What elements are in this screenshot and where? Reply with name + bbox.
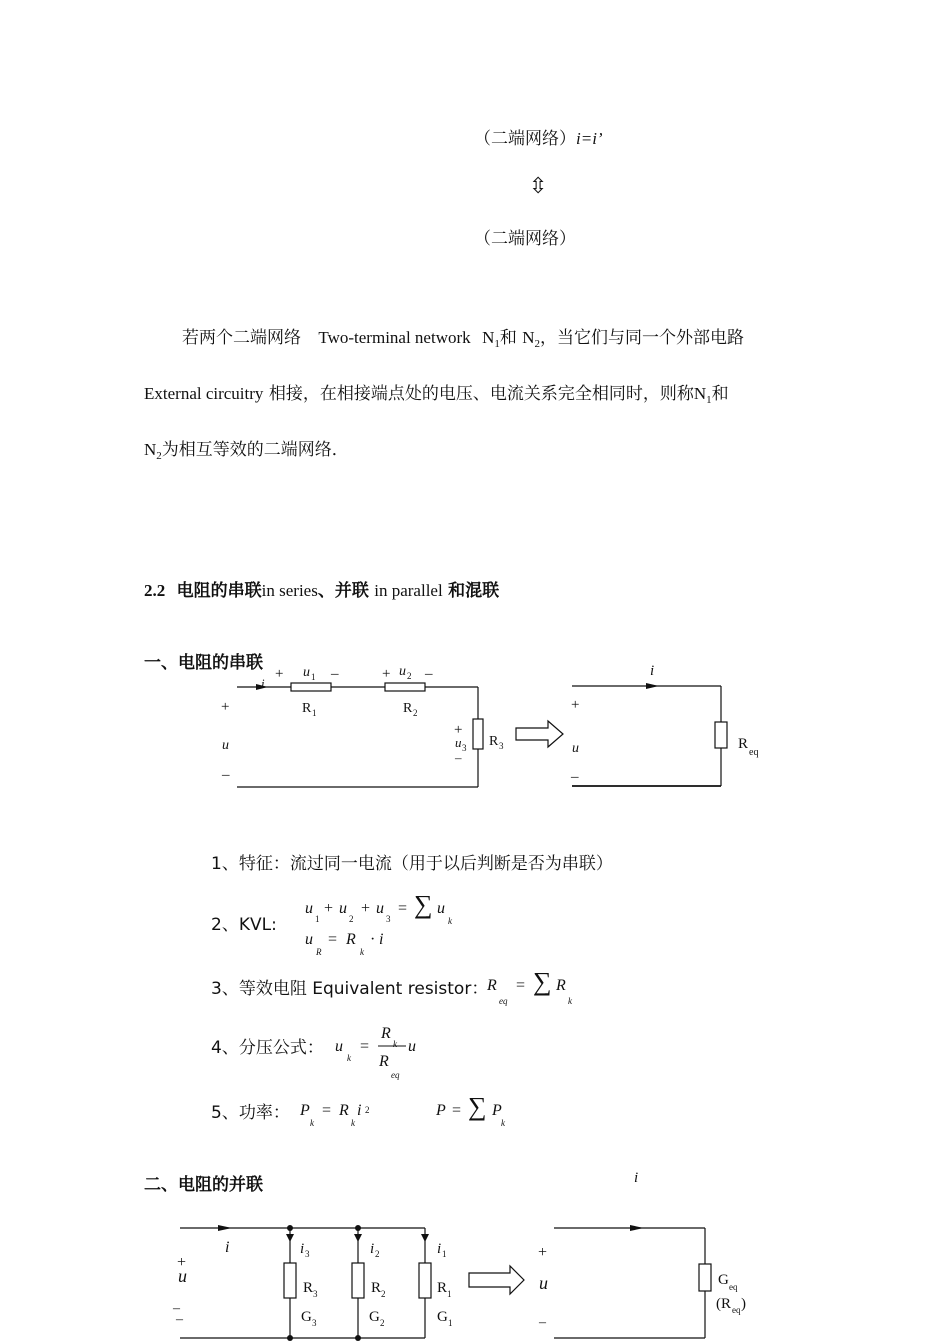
p-eq-plus: + <box>538 1244 548 1261</box>
u2-label: u <box>399 664 406 679</box>
power-formula <box>295 1088 525 1138</box>
u1-sub: 1 <box>311 672 316 682</box>
resistor-r3 <box>473 719 483 749</box>
parallel-heading: 二、电阻的并联 <box>144 1175 263 1195</box>
double-arrow-icon: ⇳ <box>529 174 548 199</box>
vd-den-r: R <box>379 1053 389 1070</box>
p-r3-label: R <box>303 1280 314 1296</box>
i1-label: i <box>437 1241 442 1257</box>
i2-sub: 2 <box>375 1249 380 1259</box>
p-minus-1: – <box>173 1301 180 1316</box>
r1-label: R <box>302 701 312 716</box>
pw-pk-2: P <box>492 1102 502 1119</box>
r2-sub: 2 <box>413 708 418 718</box>
vd-u: u <box>408 1038 416 1055</box>
pw-pk: P <box>300 1102 310 1119</box>
current-label: i <box>261 676 265 691</box>
series-circuit-diagram <box>0 655 950 800</box>
pw-rk: R <box>339 1102 349 1119</box>
series-item-3: 3、等效电阻 Equivalent resistor： <box>211 979 489 999</box>
req-rk: R <box>556 977 566 994</box>
eq-minus: – <box>571 769 579 785</box>
req-r-sub: eq <box>499 996 508 1006</box>
source-plus: + <box>221 699 230 715</box>
ohm-u-sub: R <box>316 947 322 957</box>
g1-sub: 1 <box>448 1318 453 1328</box>
kvl-u3: u <box>376 900 384 917</box>
i3-sub: 3 <box>305 1249 310 1259</box>
geq-label: G <box>718 1272 729 1288</box>
u3-sub: 3 <box>462 743 467 753</box>
u2-sub: 2 <box>407 671 412 681</box>
g2-label: G <box>369 1309 380 1325</box>
resistor-r2 <box>385 683 425 691</box>
p-req-label: (R <box>716 1296 731 1312</box>
pw-equals: = <box>322 1102 332 1119</box>
ohm-equals: = <box>328 931 338 948</box>
req-equals: = <box>516 977 526 994</box>
i2-label: i <box>370 1241 375 1257</box>
r3-label: R <box>489 734 499 749</box>
kvl-u3-sub: 3 <box>386 914 391 924</box>
p-r2-sub: 2 <box>381 1289 386 1299</box>
series-item-1: 1、特征：流过同一电流（用于以后判断是否为串联） <box>211 854 613 874</box>
p-u: u <box>178 1266 187 1286</box>
voltage-divider-formula <box>330 1016 430 1086</box>
vd-num-sub: k <box>393 1039 397 1049</box>
ohm-r-sub: k <box>360 947 364 957</box>
u3-label: u <box>455 735 462 750</box>
series-item-2: 2、KVL: <box>211 915 277 935</box>
eq-plus: + <box>571 697 580 713</box>
kvl-plus-2: + <box>361 900 371 917</box>
p-r1-sub: 1 <box>447 1289 452 1299</box>
pw-pk-sub: k <box>310 1118 314 1128</box>
ohm-r: R <box>346 931 356 948</box>
ohm-dot: · <box>370 931 376 948</box>
pw-equals-2: = <box>452 1102 462 1119</box>
resistor-g2 <box>352 1263 364 1298</box>
g3-label: G <box>301 1309 312 1325</box>
g1-label: G <box>437 1309 448 1325</box>
eq-current-label: i <box>650 663 655 679</box>
p-current-label: i <box>225 1239 230 1256</box>
g3-sub: 3 <box>312 1318 317 1328</box>
series-heading: 一、电阻的串联 <box>144 653 263 673</box>
definition-paragraph: 若两个二端网络 Two-terminal network $N_1$和 $N_2$，当它们与同一个外部电路 External circuitry 相接，在相接端点处的电压、电流关系完全相同时，则称$N_1$和 $N_2$为相互等效的二端网络． <box>144 328 745 462</box>
req-label: R <box>738 736 749 752</box>
vd-uk: u <box>335 1038 343 1055</box>
ohm-u: u <box>305 931 313 948</box>
stray-current-label: i <box>634 1170 639 1186</box>
equivalence-line-1: （二端网络）i=i’ <box>474 129 603 149</box>
p-minus-2: – <box>176 1312 183 1327</box>
ohm-i: i <box>379 931 384 948</box>
r1-sub: 1 <box>312 708 317 718</box>
vd-den-sub: eq <box>391 1070 400 1080</box>
vd-num-r: R <box>381 1025 391 1042</box>
kvl-plus-1: + <box>324 900 334 917</box>
req-formula <box>482 960 592 1010</box>
resistor-r1 <box>291 683 331 691</box>
kvl-u2-sub: 2 <box>349 914 354 924</box>
p-r3-sub: 3 <box>313 1289 318 1299</box>
kvl-u1: u <box>305 900 313 917</box>
r3-sub: 3 <box>499 741 504 751</box>
kvl-sigma: ∑ <box>414 890 433 919</box>
g2-sub: 2 <box>380 1318 385 1328</box>
pw-i: i <box>357 1102 362 1119</box>
source-u: u <box>222 738 229 753</box>
pw-p: P <box>436 1102 446 1119</box>
kvl-u1-sub: 1 <box>315 914 320 924</box>
p-req-sub: eq <box>732 1305 741 1315</box>
u2-minus: – <box>425 666 433 682</box>
resistor-geq <box>699 1264 711 1291</box>
equivalence-line-2: （二端网络） <box>474 229 576 249</box>
p-r2-label: R <box>371 1280 382 1296</box>
i3-label: i <box>300 1241 305 1257</box>
source-minus: – <box>222 767 230 783</box>
series-item-4: 4、分压公式： <box>211 1038 324 1058</box>
req-sub: eq <box>749 747 759 758</box>
u3-plus: + <box>454 722 463 738</box>
u1-label: u <box>303 665 310 680</box>
kvl-equals: = <box>398 900 408 917</box>
r2-label: R <box>403 701 413 716</box>
section-heading: 2.2 电阻的串联in series、并联 in parallel 和混联 <box>144 581 500 601</box>
p-r1-label: R <box>437 1280 448 1296</box>
pw-i-sq: 2 <box>365 1105 370 1115</box>
vd-uk-sub: k <box>347 1053 351 1063</box>
kvl-uk-sub: k <box>448 916 452 926</box>
pw-rk-sub: k <box>351 1118 355 1128</box>
resistor-g3 <box>284 1263 296 1298</box>
series-item-5: 5、功率： <box>211 1103 290 1123</box>
req-r: R <box>487 977 497 994</box>
p-eq-u: u <box>539 1273 548 1293</box>
pw-sigma: ∑ <box>468 1092 487 1121</box>
u2-plus: + <box>382 666 391 682</box>
req-sigma: ∑ <box>533 967 552 996</box>
p-eq-minus: – <box>539 1315 546 1330</box>
u3-minus: – <box>455 750 462 765</box>
pw-pk-2-sub: k <box>501 1118 505 1128</box>
kvl-u2: u <box>339 900 347 917</box>
p-plus: + <box>177 1254 187 1271</box>
i1-sub: 1 <box>442 1249 447 1259</box>
vd-equals: = <box>360 1038 370 1055</box>
resistor-g1 <box>419 1263 431 1298</box>
geq-sub: eq <box>729 1282 738 1292</box>
resistor-req <box>715 722 727 748</box>
kvl-formula <box>300 884 480 964</box>
transform-arrow-2 <box>469 1266 524 1294</box>
req-rk-sub: k <box>568 996 572 1006</box>
kvl-uk: u <box>437 900 445 917</box>
eq-u: u <box>572 741 579 756</box>
parallel-circuit-diagram <box>0 1210 950 1344</box>
p-req-close: ) <box>741 1296 746 1312</box>
u1-plus: + <box>275 666 284 682</box>
transform-arrow <box>516 721 563 747</box>
u1-minus: – <box>331 666 339 682</box>
